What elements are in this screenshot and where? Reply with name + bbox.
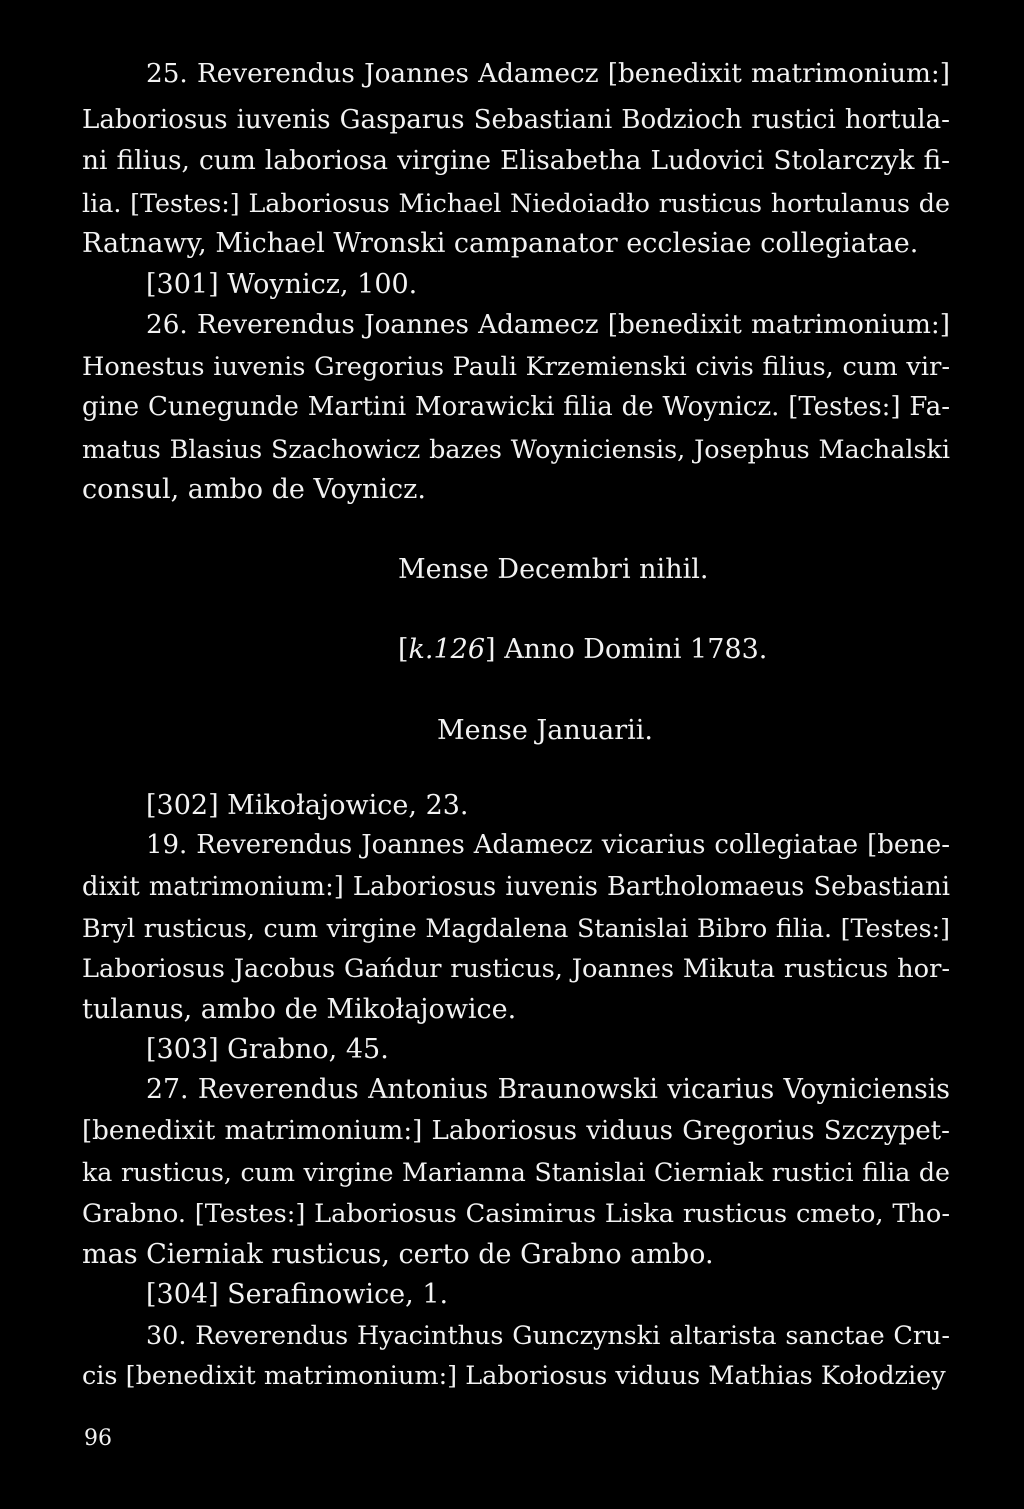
entry-27-line-4: Grabno. [Testes:] Laboriosus Casimirus Liska rusticus cmeto, Tho-: [82, 1199, 950, 1229]
month-heading-decembri: Mense Decembri nihil.: [398, 554, 709, 585]
entry-27-line-1: 27. Reverendus Antonius Braunowski vicarius Voyniciensis: [146, 1074, 950, 1105]
entry-25-line-3: ni filius, cum laboriosa virgine Elisabetha Ludovici Stolarczyk fi-: [82, 145, 950, 176]
page-number: 96: [84, 1426, 112, 1451]
place-header-302: [302] Mikołajowice, 23.: [146, 790, 469, 821]
entry-26-line-4: matus Blasius Szachowicz bazes Woyniciensis, Josephus Machalski: [82, 434, 950, 464]
entry-19-line-5: tulanus, ambo de Mikołajowice.: [82, 994, 517, 1025]
entry-30-line-2: cis [benedixit matrimonium:] Laboriosus viduus Mathias Kołodziey: [82, 1361, 946, 1391]
entry-19-line-3: Bryl rusticus, cum virgine Magdalena Stanislai Bibro filia. [Testes:]: [82, 913, 950, 943]
entry-26-line-2: Honestus iuvenis Gregorius Pauli Krzemienski civis filius, cum vir-: [82, 352, 950, 382]
entry-19-line-2: dixit matrimonium:] Laboriosus iuvenis Bartholomaeus Sebastiani: [82, 872, 950, 902]
entry-25-line-5: Ratnawy, Michael Wronski campanator ecclesiae collegiatae.: [82, 228, 919, 259]
folio-reference: [k.126]: [398, 634, 496, 665]
entry-25-line-1: 25. Reverendus Joannes Adamecz [benedixit matrimonium:]: [146, 59, 950, 89]
entry-26-line-3: gine Cunegunde Martini Morawicki filia de Woynicz. [Testes:] Fa-: [82, 392, 950, 422]
entry-25-line-2: Laboriosus iuvenis Gasparus Sebastiani Bodzioch rustici hortula-: [82, 105, 950, 135]
entry-19-line-1: 19. Reverendus Joannes Adamecz vicarius collegiatae [bene-: [146, 830, 950, 860]
entry-26-line-5: consul, ambo de Voynicz.: [82, 474, 426, 505]
entry-19-line-4: Laboriosus Jacobus Gańdur rusticus, Joannes Mikuta rusticus hor-: [82, 954, 950, 984]
entry-30-line-1: 30. Reverendus Hyacinthus Gunczynski altarista sanctae Cru-: [146, 1320, 950, 1350]
entry-27-line-5: mas Cierniak rusticus, certo de Grabno ambo.: [82, 1239, 714, 1270]
month-heading-januarii: Mense Januarii.: [437, 715, 653, 746]
place-header-303: [303] Grabno, 45.: [146, 1034, 389, 1065]
entry-26-line-1: 26. Reverendus Joannes Adamecz [benedixit matrimonium:]: [146, 310, 950, 340]
year-heading: Anno Domini 1783.: [504, 634, 768, 665]
year-heading-line: [398, 632, 767, 668]
entry-27-line-3: ka rusticus, cum virgine Marianna Stanislai Cierniak rustici filia de: [82, 1158, 950, 1187]
entry-25-line-4: lia. [Testes:] Laboriosus Michael Niedoiadło rusticus hortulanus de: [82, 188, 950, 218]
entry-27-line-2: [benedixit matrimonium:] Laboriosus viduus Gregorius Szczypet-: [82, 1116, 950, 1146]
place-header-301: [301] Woynicz, 100.: [146, 269, 418, 300]
place-header-304: [304] Serafinowice, 1.: [146, 1279, 449, 1310]
